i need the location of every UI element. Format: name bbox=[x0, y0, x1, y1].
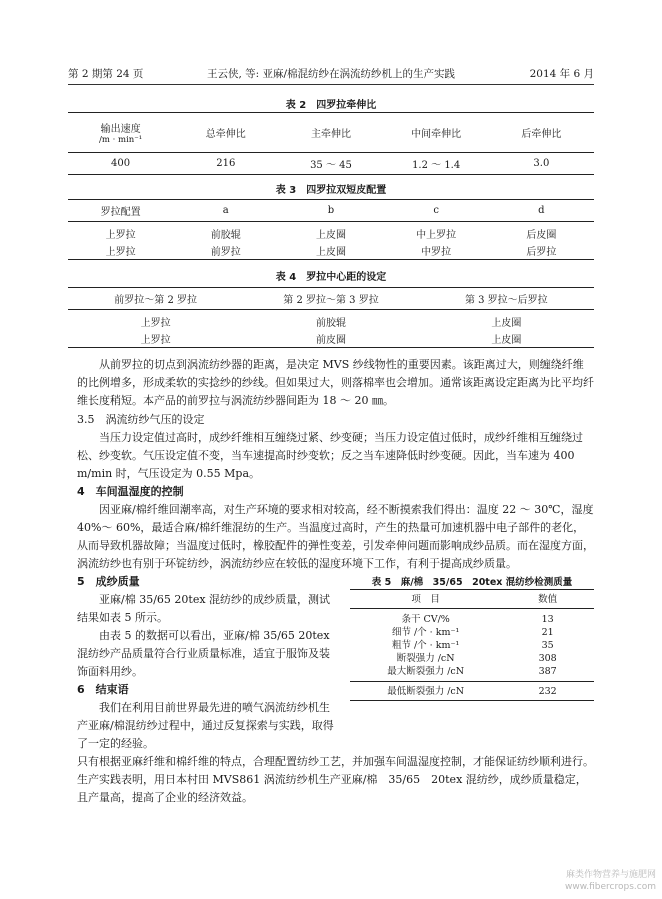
table2-caption: 表 2 四罗拉牵伸比 bbox=[285, 100, 377, 111]
table-row: 最低断裂强力 /cN 232 bbox=[350, 682, 594, 701]
table2-head-speed: 输出速度 /m · min⁻¹ bbox=[68, 113, 173, 153]
paragraph-quality-intro: 亚麻/棉 35/65 20tex 混纺纱的成纱质量，测试结果如表 5 所示。 bbox=[77, 593, 331, 624]
table-row: 上罗拉 前胶辊 上皮圈 中上罗拉 后皮圈 bbox=[105, 230, 557, 242]
paragraph-quality-result: 由表 5 的数据可以看出，亚麻/棉 35/65 20tex 混纺纱产品质量符合行业质量标准，适宜于服饰及装饰面料用纱。 bbox=[77, 629, 330, 678]
table5: 项 目 数值 条干 CV/% 13 细节 /个 · km⁻¹ 21 粗节 /个 · km⁻¹ 35 断裂强力 /cN 308 最大断裂强力 /cN 387 最低断裂强力 /cN 232 bbox=[350, 589, 594, 701]
table-row: 细节 /个 · km⁻¹ 21 bbox=[391, 627, 554, 638]
table-row: 最大断裂强力 /cN 387 bbox=[387, 666, 557, 677]
table3-caption: 表 3 四罗拉双短皮配置 bbox=[275, 185, 387, 196]
running-header bbox=[68, 66, 594, 85]
table2-head-middle: 中间牵伸比 bbox=[384, 113, 489, 153]
issue-date: 2014 年 6 月 bbox=[529, 68, 594, 80]
table3: 罗拉配置 a b c d 上罗拉 前胶辊 上皮圈 中上罗拉 后皮圈 上罗拉 前罗拉 上皮圈 中罗拉 后罗拉 bbox=[68, 199, 594, 260]
table2-head-total: 总牵伸比 bbox=[173, 113, 278, 153]
table2 bbox=[68, 112, 594, 175]
table-row: 条干 CV/% 13 bbox=[401, 614, 554, 625]
paragraph-conclusion-start: 我们在利用目前世界最先进的喷气涡流纺纱机生产亚麻/棉混纺纱过程中，通过反复探索与实践，取得了一定的经验。 bbox=[77, 701, 334, 750]
site-watermark: 麻类作物营养与施肥网 www.fibercrops.com bbox=[565, 870, 656, 892]
table2-head-main: 主牵伸比 bbox=[278, 113, 383, 153]
table2-head-back: 后牵伸比 bbox=[489, 113, 594, 153]
section-6-heading: 6 结束语 bbox=[77, 683, 129, 696]
section-5-heading: 5 成纱质量 bbox=[77, 575, 140, 588]
table-row: 上罗拉 前皮圈 上皮圈 bbox=[68, 330, 594, 348]
paragraph-temperature-humidity: 因亚麻/棉纤维回潮率高，对生产环境的要求相对较高，经不断摸索我们得出：温度 22 ～ 30℃，湿度 40%～ 60%，最适合麻/棉纤维混纺的生产。当温度过高时，产生的热量可加速机器中电子部件的老化，从而导致机器故障；当温度过低时，橡胶配件的弹性变差，引发牵伸问题而影响成纱品质。而在湿度方面，涡流纺纱也有别于环锭纺纱，涡流纺纱应在较低的湿度环境下工作，有利于提高成纱质量。 bbox=[77, 503, 594, 570]
table-row: 上罗拉 前胶辊 上皮圈 bbox=[140, 318, 522, 330]
table4-caption: 表 4 罗拉中心距的设定 bbox=[275, 272, 387, 283]
issue-page: 第 2 期第 24 页 bbox=[68, 68, 144, 80]
section-3-5-heading: 3.5 涡流纺纱气压的设定 bbox=[77, 413, 205, 426]
table-row: 400 216 35 ～ 45 1.2 ～ 1.4 3.0 bbox=[68, 153, 594, 175]
paragraph-air-pressure: 当压力设定值过高时，成纱纤维相互缠绕过紧、纱变硬；当压力设定值过低时，成纱纤维相互缠绕过松、纱变软。气压设定值不变，当车速提高时纱变软；反之当车速降低时纱变硬。因此，当车速为 400 m/min 时，气压设定为 0.55 Mpa。 bbox=[77, 431, 583, 480]
table-row: 断裂强力 /cN 308 bbox=[396, 653, 557, 664]
table5-caption: 表 5 麻/棉 35/65 20tex 混纺纱检测质量 bbox=[371, 577, 573, 588]
table4: 前罗拉～第 2 罗拉 第 2 罗拉～第 3 罗拉 第 3 罗拉～后罗拉 上罗拉 前胶辊 上皮圈 上罗拉 前皮圈 上皮圈 bbox=[68, 287, 594, 348]
table-row: 上罗拉 前罗拉 上皮圈 中罗拉 后罗拉 bbox=[68, 242, 594, 260]
paragraph-roller-distance: 从前罗拉的切点到涡流纺纱器的距离，是决定 MVS 纱线物性的重要因素。该距离过大，则缠绕纤维的比例增多，形成柔软的实捻纱的纱线。但如果过大，则落棉率也会增加。通常该距离设定距离为比平均纤维长度稍短。本产品的前罗拉与涡流纺纱器间距为 18 ～ 20 ㎜。 bbox=[77, 358, 594, 407]
paragraph-conclusion-rest: 只有根据亚麻纤维和棉纤维的特点，合理配置纺纱工艺，并加强车间温湿度控制，才能保证纺纱顺利进行。生产实践表明，用日本村田 MVS861 涡流纺纱机生产亚麻/棉 35/65 20tex 混纺纱，成纱质量稳定，且产量高，提高了企业的经济效益。 bbox=[77, 755, 594, 804]
article-title: 王云侠, 等: 亚麻/棉混纺纱在涡流纺纱机上的生产实践 bbox=[206, 68, 456, 80]
table-row: 粗节 /个 · km⁻¹ 35 bbox=[391, 640, 554, 651]
section-4-heading: 4 车间温湿度的控制 bbox=[77, 485, 184, 498]
